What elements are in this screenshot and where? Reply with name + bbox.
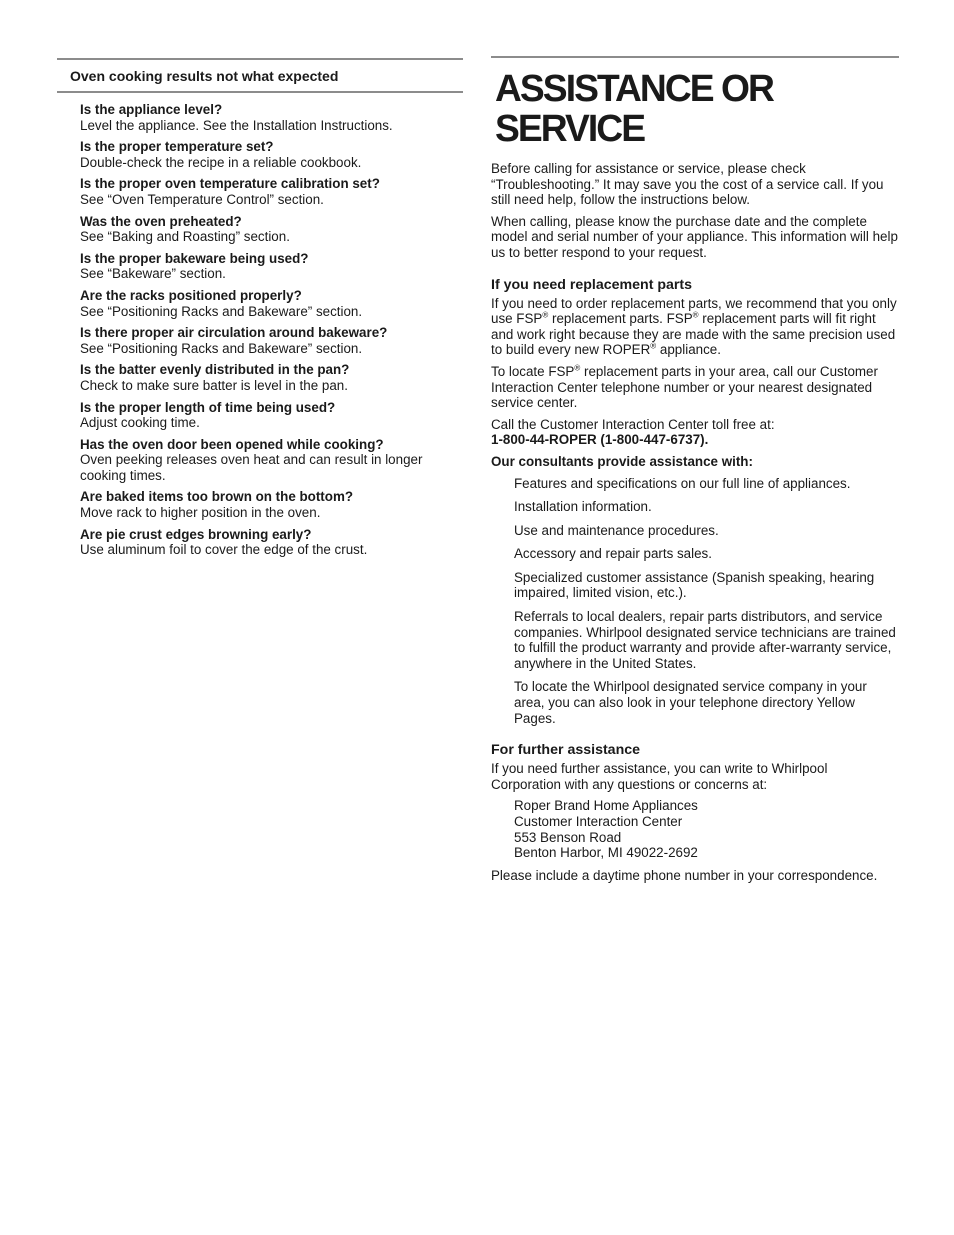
answer: Level the appliance. See the Installation Instructions. [80, 117, 393, 133]
mailing-address [491, 798, 899, 860]
question: Has the oven door been opened while cooking? [80, 436, 384, 452]
address-line: Roper Brand Home Appliances [514, 798, 698, 814]
replacement-parts-paragraph [491, 296, 899, 358]
consultants-label: Our consultants provide assistance with: [491, 453, 753, 469]
phone-number: 1-800-44-ROPER (1-800-447-6737). [491, 432, 709, 448]
qa-item [80, 489, 463, 520]
assistance-column [491, 56, 899, 889]
qa-item [80, 102, 463, 133]
qa-item [80, 362, 463, 393]
section-header-oven-results: Oven cooking results not what expected [57, 58, 463, 93]
qa-list [57, 102, 463, 558]
qa-item [80, 400, 463, 431]
list-item: Features and specifications on our full line of appliances. [514, 475, 851, 491]
assistance-list [491, 476, 899, 727]
answer: Oven peeking releases oven heat and can result in longer cooking times. [80, 452, 423, 483]
registered-mark: ® [650, 341, 657, 351]
closing-paragraph: Please include a daytime phone number in your correspondence. [491, 867, 878, 883]
text-run: replacement parts will fit right and work right because they are made with the same precision used to build every new ROPER [491, 311, 896, 358]
intro-paragraph: Before calling for assistance or service, please check “Troubleshooting.” It may save you the cost of a service call. If you still need help, follow the instructions below. [491, 161, 884, 208]
question: Is the proper bakeware being used? [80, 250, 309, 266]
registered-mark: ® [542, 310, 549, 320]
question: Was the oven preheated? [80, 213, 242, 229]
answer: Check to make sure batter is level in the pan. [80, 377, 348, 393]
answer: See “Bakeware” section. [80, 266, 226, 282]
list-item: To locate the Whirlpool designated service company in your area, you can also look in your telephone directory Yellow Pages. [514, 679, 867, 726]
top-divider [491, 56, 899, 58]
qa-item [80, 214, 463, 245]
list-item: Referrals to local dealers, repair parts distributors, and service companies. Whirlpool designated service technicians are trained to fulfill the product warranty and provide after-warranty service, anywhere in the United States. [514, 609, 896, 671]
list-item: Use and maintenance procedures. [514, 522, 719, 538]
answer: See “Oven Temperature Control” section. [80, 191, 324, 207]
qa-item [80, 176, 463, 207]
registered-mark: ® [574, 363, 581, 373]
text-run: Call the Customer Interaction Center toll free at: [491, 416, 775, 432]
question: Are baked items too brown on the bottom? [80, 489, 354, 505]
question: Is the appliance level? [80, 102, 223, 117]
intro-paragraph: When calling, please know the purchase date and the complete model and serial number of your appliance. This information will help us to better respond to your request. [491, 213, 898, 260]
answer: Use aluminum foil to cover the edge of the crust. [80, 542, 368, 558]
text-run: appliance. [656, 342, 721, 358]
question: Is the proper temperature set? [80, 139, 274, 155]
answer: See “Positioning Racks and Bakeware” section. [80, 303, 363, 319]
answer: Double-check the recipe in a reliable cookbook. [80, 154, 362, 170]
list-item: Accessory and repair parts sales. [514, 546, 712, 562]
answer: Move rack to higher position in the oven. [80, 505, 321, 521]
answer: See “Positioning Racks and Bakeware” section. [80, 340, 363, 356]
question: Is the proper length of time being used? [80, 399, 336, 415]
text-run: replacement parts. FSP [548, 311, 693, 327]
further-assistance-heading: For further assistance [491, 742, 641, 759]
list-item: Specialized customer assistance (Spanish speaking, hearing impaired, limited vision, etc.). [514, 569, 875, 601]
address-line: Customer Interaction Center [514, 814, 683, 829]
registered-mark: ® [692, 310, 699, 320]
further-assistance-paragraph: If you need further assistance, you can write to Whirlpool Corporation with any questions or concerns at: [491, 761, 828, 792]
list-item: Installation information. [514, 499, 652, 515]
troubleshooting-column [57, 58, 463, 564]
page-title: ASSISTANCE OR SERVICE [495, 68, 773, 150]
replacement-parts-heading: If you need replacement parts [491, 276, 693, 293]
question: Is there proper air circulation around bakeware? [80, 325, 388, 341]
qa-item [80, 527, 463, 558]
text-run: If you need to order replacement parts, we recommend that you only use FSP [491, 295, 897, 327]
qa-item [80, 288, 463, 319]
qa-item [80, 139, 463, 170]
answer: See “Baking and Roasting” section. [80, 229, 290, 245]
question: Are the racks positioned properly? [80, 287, 302, 303]
text-run: To locate FSP [491, 363, 575, 379]
address-line: 553 Benson Road [514, 829, 622, 845]
call-paragraph [491, 417, 899, 448]
qa-item [80, 437, 463, 484]
text-run: replacement parts in your area, call our Customer Interaction Center telephone number or your nearest designated service center. [491, 363, 878, 411]
address-line: Benton Harbor, MI 49022-2692 [514, 845, 698, 861]
question: Is the batter evenly distributed in the pan? [80, 362, 350, 378]
question: Are pie crust edges browning early? [80, 526, 312, 542]
question: Is the proper oven temperature calibration set? [80, 176, 380, 192]
qa-item [80, 325, 463, 356]
locate-parts-paragraph [491, 364, 899, 411]
qa-item [80, 251, 463, 282]
answer: Adjust cooking time. [80, 415, 200, 431]
